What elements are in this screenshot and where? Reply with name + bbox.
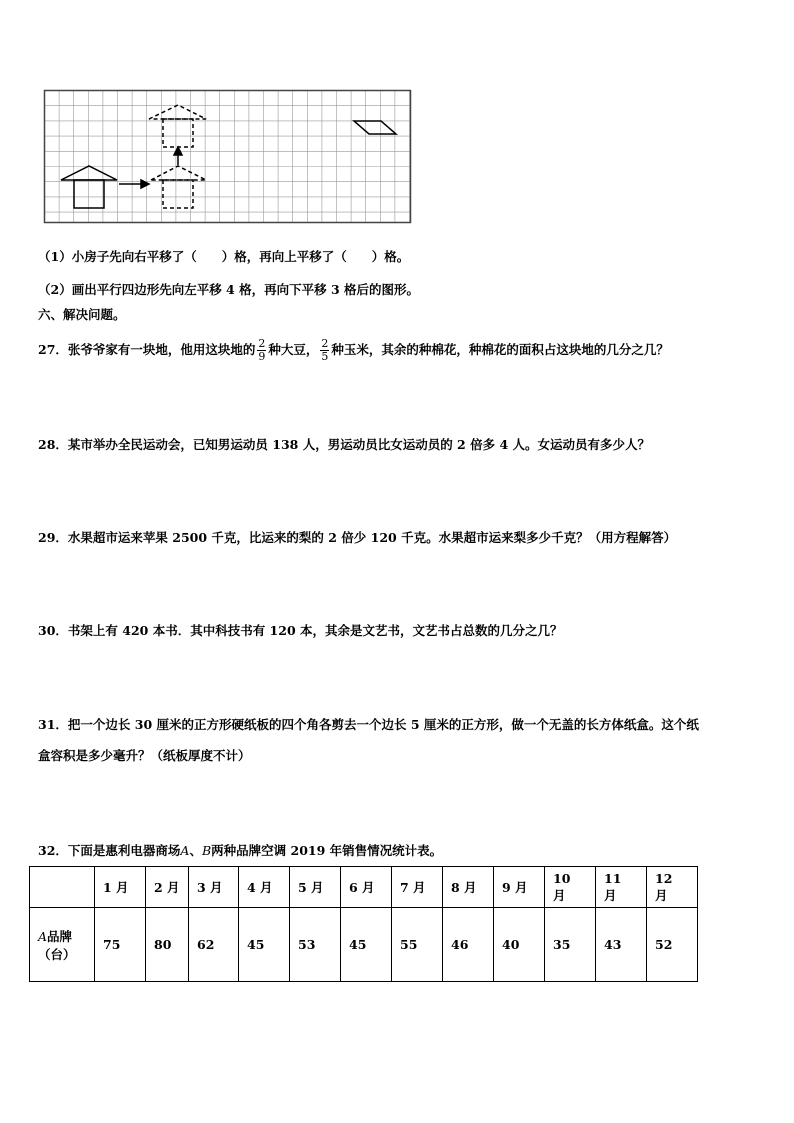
month-header-cell: 2 月	[146, 867, 189, 908]
house-moved-right	[151, 166, 206, 208]
month-header-cell: 10 月	[545, 867, 596, 908]
fraction-2-5: $\frac{2}{5}$	[321, 337, 329, 363]
month-header-cell: 11 月	[596, 867, 647, 908]
table-row	[30, 908, 698, 982]
month-header-cell: 1 月	[95, 867, 146, 908]
question-32	[38, 843, 442, 859]
sales-value-cell: 55	[392, 908, 443, 982]
q27-suffix: 种玉米，其余的种棉花，种棉花的面积占这块地的几分之几？	[331, 342, 669, 357]
sales-table	[29, 866, 698, 982]
original-house	[61, 166, 117, 208]
q32-prefix: 32．下面是惠利电器商场	[38, 843, 181, 858]
q26-sub2: （2）画出平行四边形先向左平移 4 格，再向下平移 3 格后的图形。	[38, 282, 420, 297]
month-header-cell: 9 月	[494, 867, 545, 908]
question-27	[38, 338, 669, 363]
row-label-cell	[30, 908, 95, 982]
question-31-line1: 31．把一个边长 30 厘米的正方形硬纸板的四个角各剪去一个边长 5 厘米的正方形，做一个无盖的长方体纸盒。这个纸	[38, 717, 699, 732]
brand-a-label: A	[180, 843, 190, 858]
section-six-title: 六、解决问题。	[38, 307, 126, 322]
month-header-cell: 7 月	[392, 867, 443, 908]
row-label-brand: A	[38, 928, 48, 944]
translation-grid-figure	[43, 89, 413, 225]
question-31-line2: 盒容积是多少毫升？（纸板厚度不计）	[38, 748, 251, 763]
sales-value-cell: 75	[95, 908, 146, 982]
arrow-up-icon	[174, 147, 182, 165]
q27-prefix: 27．张爷爷家有一块地，他用这块地的	[38, 342, 256, 357]
month-header-cell: 8 月	[443, 867, 494, 908]
sales-value-cell: 80	[146, 908, 189, 982]
question-30: 30．书架上有 420 本书．其中科技书有 120 本，其余是文艺书，文艺书占总数的几分之几？	[38, 623, 563, 638]
sales-value-cell: 46	[443, 908, 494, 982]
table-header-row	[30, 867, 698, 908]
sales-value-cell: 43	[596, 908, 647, 982]
sales-value-cell: 45	[239, 908, 290, 982]
row-label-unit: （台）	[38, 946, 76, 962]
sales-value-cell: 40	[494, 908, 545, 982]
sales-value-cell: 45	[341, 908, 392, 982]
question-29: 29．水果超市运来苹果 2500 千克，比运来的梨的 2 倍少 120 千克。水果超市运来梨多少千克？（用方程解答）	[38, 530, 677, 545]
brand-b-label: B	[201, 843, 212, 858]
fraction-2-9: $\frac{2}{9}$	[258, 337, 266, 363]
sales-value-cell: 35	[545, 908, 596, 982]
q32-sep: 、	[189, 843, 202, 858]
q27-mid: 种大豆，	[268, 342, 319, 357]
row-label-rest: 品牌	[47, 928, 73, 944]
question-28: 28．某市举办全民运动会，已知男运动员 138 人，男运动员比女运动员的 2 倍多 4 人。女运动员有多少人？	[38, 437, 650, 452]
month-header-cell: 12 月	[647, 867, 698, 908]
month-header-cell: 5 月	[290, 867, 341, 908]
month-header-cell: 4 月	[239, 867, 290, 908]
sales-value-cell: 53	[290, 908, 341, 982]
q32-suffix: 两种品牌空调 2019 年销售情况统计表。	[211, 843, 443, 858]
month-header-cell: 6 月	[341, 867, 392, 908]
parallelogram	[354, 121, 396, 134]
month-header-cell: 3 月	[189, 867, 239, 908]
sales-value-cell: 52	[647, 908, 698, 982]
table-corner-cell	[30, 867, 95, 908]
arrow-right-icon	[119, 180, 149, 188]
q26-sub1: （1）小房子先向右平移了（ ）格，再向上平移了（ ）格。	[38, 249, 410, 264]
sales-value-cell: 62	[189, 908, 239, 982]
house-moved-up	[149, 105, 206, 147]
